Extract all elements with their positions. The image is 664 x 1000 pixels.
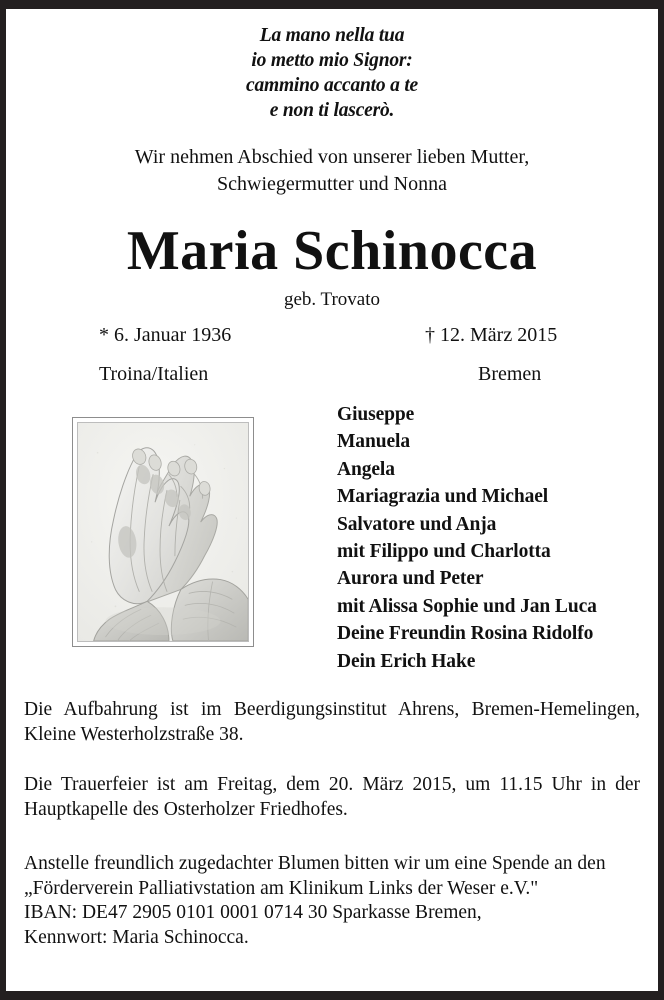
survivor-item: mit Alissa Sophie und Jan Luca [337,595,597,617]
survivor-item: Dein Erich Hake [337,650,476,672]
praying-hands-plate [77,422,249,642]
poem-line-2: io metto mio Signor: [251,50,413,71]
donation-keyword: Kennwort: Maria Schinocca. [24,926,249,948]
notice-inner [6,23,658,1000]
death-date: † 12. März 2015 [425,324,558,346]
survivor-item: Salvatore und Anja [337,513,497,535]
survivor-item: Giuseppe [337,404,415,425]
dates-row [23,320,641,350]
intro-line-1: Wir nehmen Abschied von unserer lieben Mutter, [134,146,530,168]
viewing-paragraph: Die Aufbahrung ist im Beerdigungsinstitut Ahrens, Bremen-Hemelingen, Kleine Westerholzstraße 38. [24,699,640,745]
praying-hands-icon [78,423,248,641]
survivors-list [337,401,597,675]
maiden-name: geb. Trovato [283,289,381,310]
survivor-item: Angela [337,458,395,480]
ceremony-paragraph: Die Trauerfeier ist am Freitag, dem 20. März 2015, um 11.15 Uhr in der Hauptkapelle des Osterholzer Friedhofes. [24,774,640,820]
birth-place: Troina/Italien [99,363,209,385]
poem-line-4: e non ti lascerò. [269,100,395,121]
middle-block [23,401,641,691]
birth-date: * 6. Januar 1936 [99,324,232,346]
donation-line-2: „Förderverein Palliativstation am Klinikum Links der Weser e.V." [24,877,539,899]
survivor-item: Mariagrazia und Michael [337,486,549,508]
places-row [23,359,641,389]
survivor-item: Deine Freundin Rosina Ridolfo [337,623,594,645]
survivor-item: Manuela [337,431,410,453]
intro-line-2: Schwiegermutter und Nonna [217,173,447,195]
donation-line-1: Anstelle freundlich zugedachter Blumen bitten wir um eine Spende an den [24,853,606,874]
intro-block [23,144,641,198]
praying-hands-frame [72,417,254,647]
donation-paragraph [24,852,640,950]
poem-line-3: cammino accanto a te [245,75,419,96]
poem-block [23,23,641,123]
survivor-item: Aurora und Peter [337,568,484,590]
deceased-name: Maria Schinocca [126,220,538,282]
poem-line-1: La mano nella tua [259,25,405,46]
death-place: Bremen [478,363,542,385]
donation-iban: IBAN: DE47 2905 0101 0001 0714 30 Sparkasse Bremen, [24,902,482,923]
survivor-item: mit Filippo und Charlotta [337,541,551,563]
